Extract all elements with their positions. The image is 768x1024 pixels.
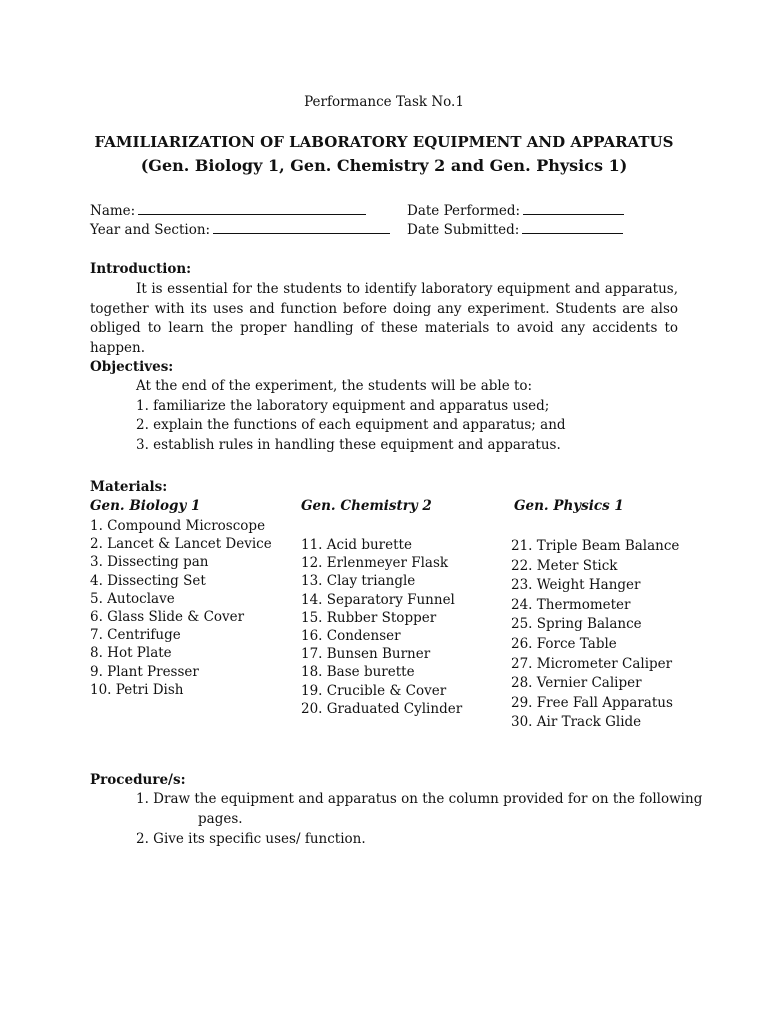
date-performed-label: Date Performed: <box>407 203 521 219</box>
introduction-text: It is essential for the students to identify laboratory equipment and apparatus, together with its uses and function before doing any experiment. Students are also obliged to learn the proper handling of these materials to avoid any accidents to happen. <box>90 281 678 356</box>
date-performed-blank[interactable] <box>523 202 624 215</box>
materials-heading: Materials: <box>90 479 168 495</box>
document-title: FAMILIARIZATION OF LABORATORY EQUIPMENT AND APPARATUS <box>94 133 674 151</box>
list-item: 6. Glass Slide & Cover <box>90 609 245 626</box>
list-item: 27. Micrometer Caliper <box>511 655 673 672</box>
year-section-label: Year and Section: <box>90 222 211 238</box>
introduction-heading: Introduction: <box>90 261 192 277</box>
list-item: 5. Autoclave <box>90 590 175 607</box>
list-item: 25. Spring Balance <box>511 616 642 633</box>
chemistry-heading: Gen. Chemistry 2 <box>301 498 432 514</box>
name-label: Name: <box>90 203 136 219</box>
list-item: 3. Dissecting pan <box>90 554 209 571</box>
list-item: 26. Force Table <box>511 635 617 652</box>
list-item: 4. Dissecting Set <box>90 572 206 589</box>
list-item: 16. Condenser <box>301 628 401 645</box>
list-item: 22. Meter Stick <box>511 557 618 574</box>
objective-item: 2. explain the functions of each equipment and apparatus; and <box>136 417 566 433</box>
list-item: 8. Hot Plate <box>90 645 172 662</box>
list-item: 23. Weight Hanger <box>511 577 641 594</box>
list-item: 10. Petri Dish <box>90 681 184 698</box>
date-submitted-field <box>407 221 623 238</box>
name-blank[interactable] <box>138 202 366 215</box>
physics-heading: Gen. Physics 1 <box>514 498 624 514</box>
procedure-step: 1. Draw the equipment and apparatus on the column provided for on the following <box>136 791 703 807</box>
list-item: 14. Separatory Funnel <box>301 591 455 608</box>
name-field <box>90 202 366 219</box>
list-item: 20. Graduated Cylinder <box>301 700 463 717</box>
procedure-step: 2. Give its specific uses/ function. <box>136 831 366 847</box>
list-item: 7. Centrifuge <box>90 627 181 644</box>
biology-list <box>90 517 272 699</box>
year-section-field <box>90 221 390 238</box>
list-item: 18. Base burette <box>301 664 415 681</box>
list-item: 9. Plant Presser <box>90 663 199 680</box>
list-item: 1. Compound Microscope <box>90 518 266 534</box>
date-submitted-label: Date Submitted: <box>407 222 520 238</box>
list-item: 21. Triple Beam Balance <box>511 538 680 554</box>
list-item: 29. Free Fall Apparatus <box>511 694 673 711</box>
objectives-heading: Objectives: <box>90 359 174 375</box>
objectives-lead: At the end of the experiment, the students will be able to: <box>136 378 533 394</box>
physics-list <box>511 537 679 733</box>
date-performed-field <box>407 202 624 219</box>
procedure-heading: Procedure/s: <box>90 772 186 788</box>
biology-heading: Gen. Biology 1 <box>90 498 201 514</box>
procedure-step-continued: pages. <box>198 811 243 827</box>
list-item: 13. Clay triangle <box>301 573 416 590</box>
document-subtitle: (Gen. Biology 1, Gen. Chemistry 2 and Gen. Physics 1) <box>140 156 628 175</box>
objective-item: 1. familiarize the laboratory equipment and apparatus used; <box>136 397 550 414</box>
task-number: Performance Task No.1 <box>304 94 464 110</box>
list-item: 15. Rubber Stopper <box>301 609 437 626</box>
date-submitted-blank[interactable] <box>522 221 623 234</box>
chemistry-list <box>301 536 462 718</box>
list-item: 19. Crucible & Cover <box>301 682 447 699</box>
list-item: 30. Air Track Glide <box>511 714 642 731</box>
list-item: 17. Bunsen Burner <box>301 646 431 663</box>
list-item: 28. Vernier Caliper <box>511 675 642 692</box>
objective-item: 3. establish rules in handling these equipment and apparatus. <box>136 436 561 453</box>
list-item: 11. Acid burette <box>301 537 412 553</box>
list-item: 2. Lancet & Lancet Device <box>90 536 272 553</box>
list-item: 24. Thermometer <box>511 596 631 613</box>
list-item: 12. Erlenmeyer Flask <box>301 555 449 572</box>
introduction-paragraph <box>90 280 678 358</box>
year-section-blank[interactable] <box>213 221 390 234</box>
